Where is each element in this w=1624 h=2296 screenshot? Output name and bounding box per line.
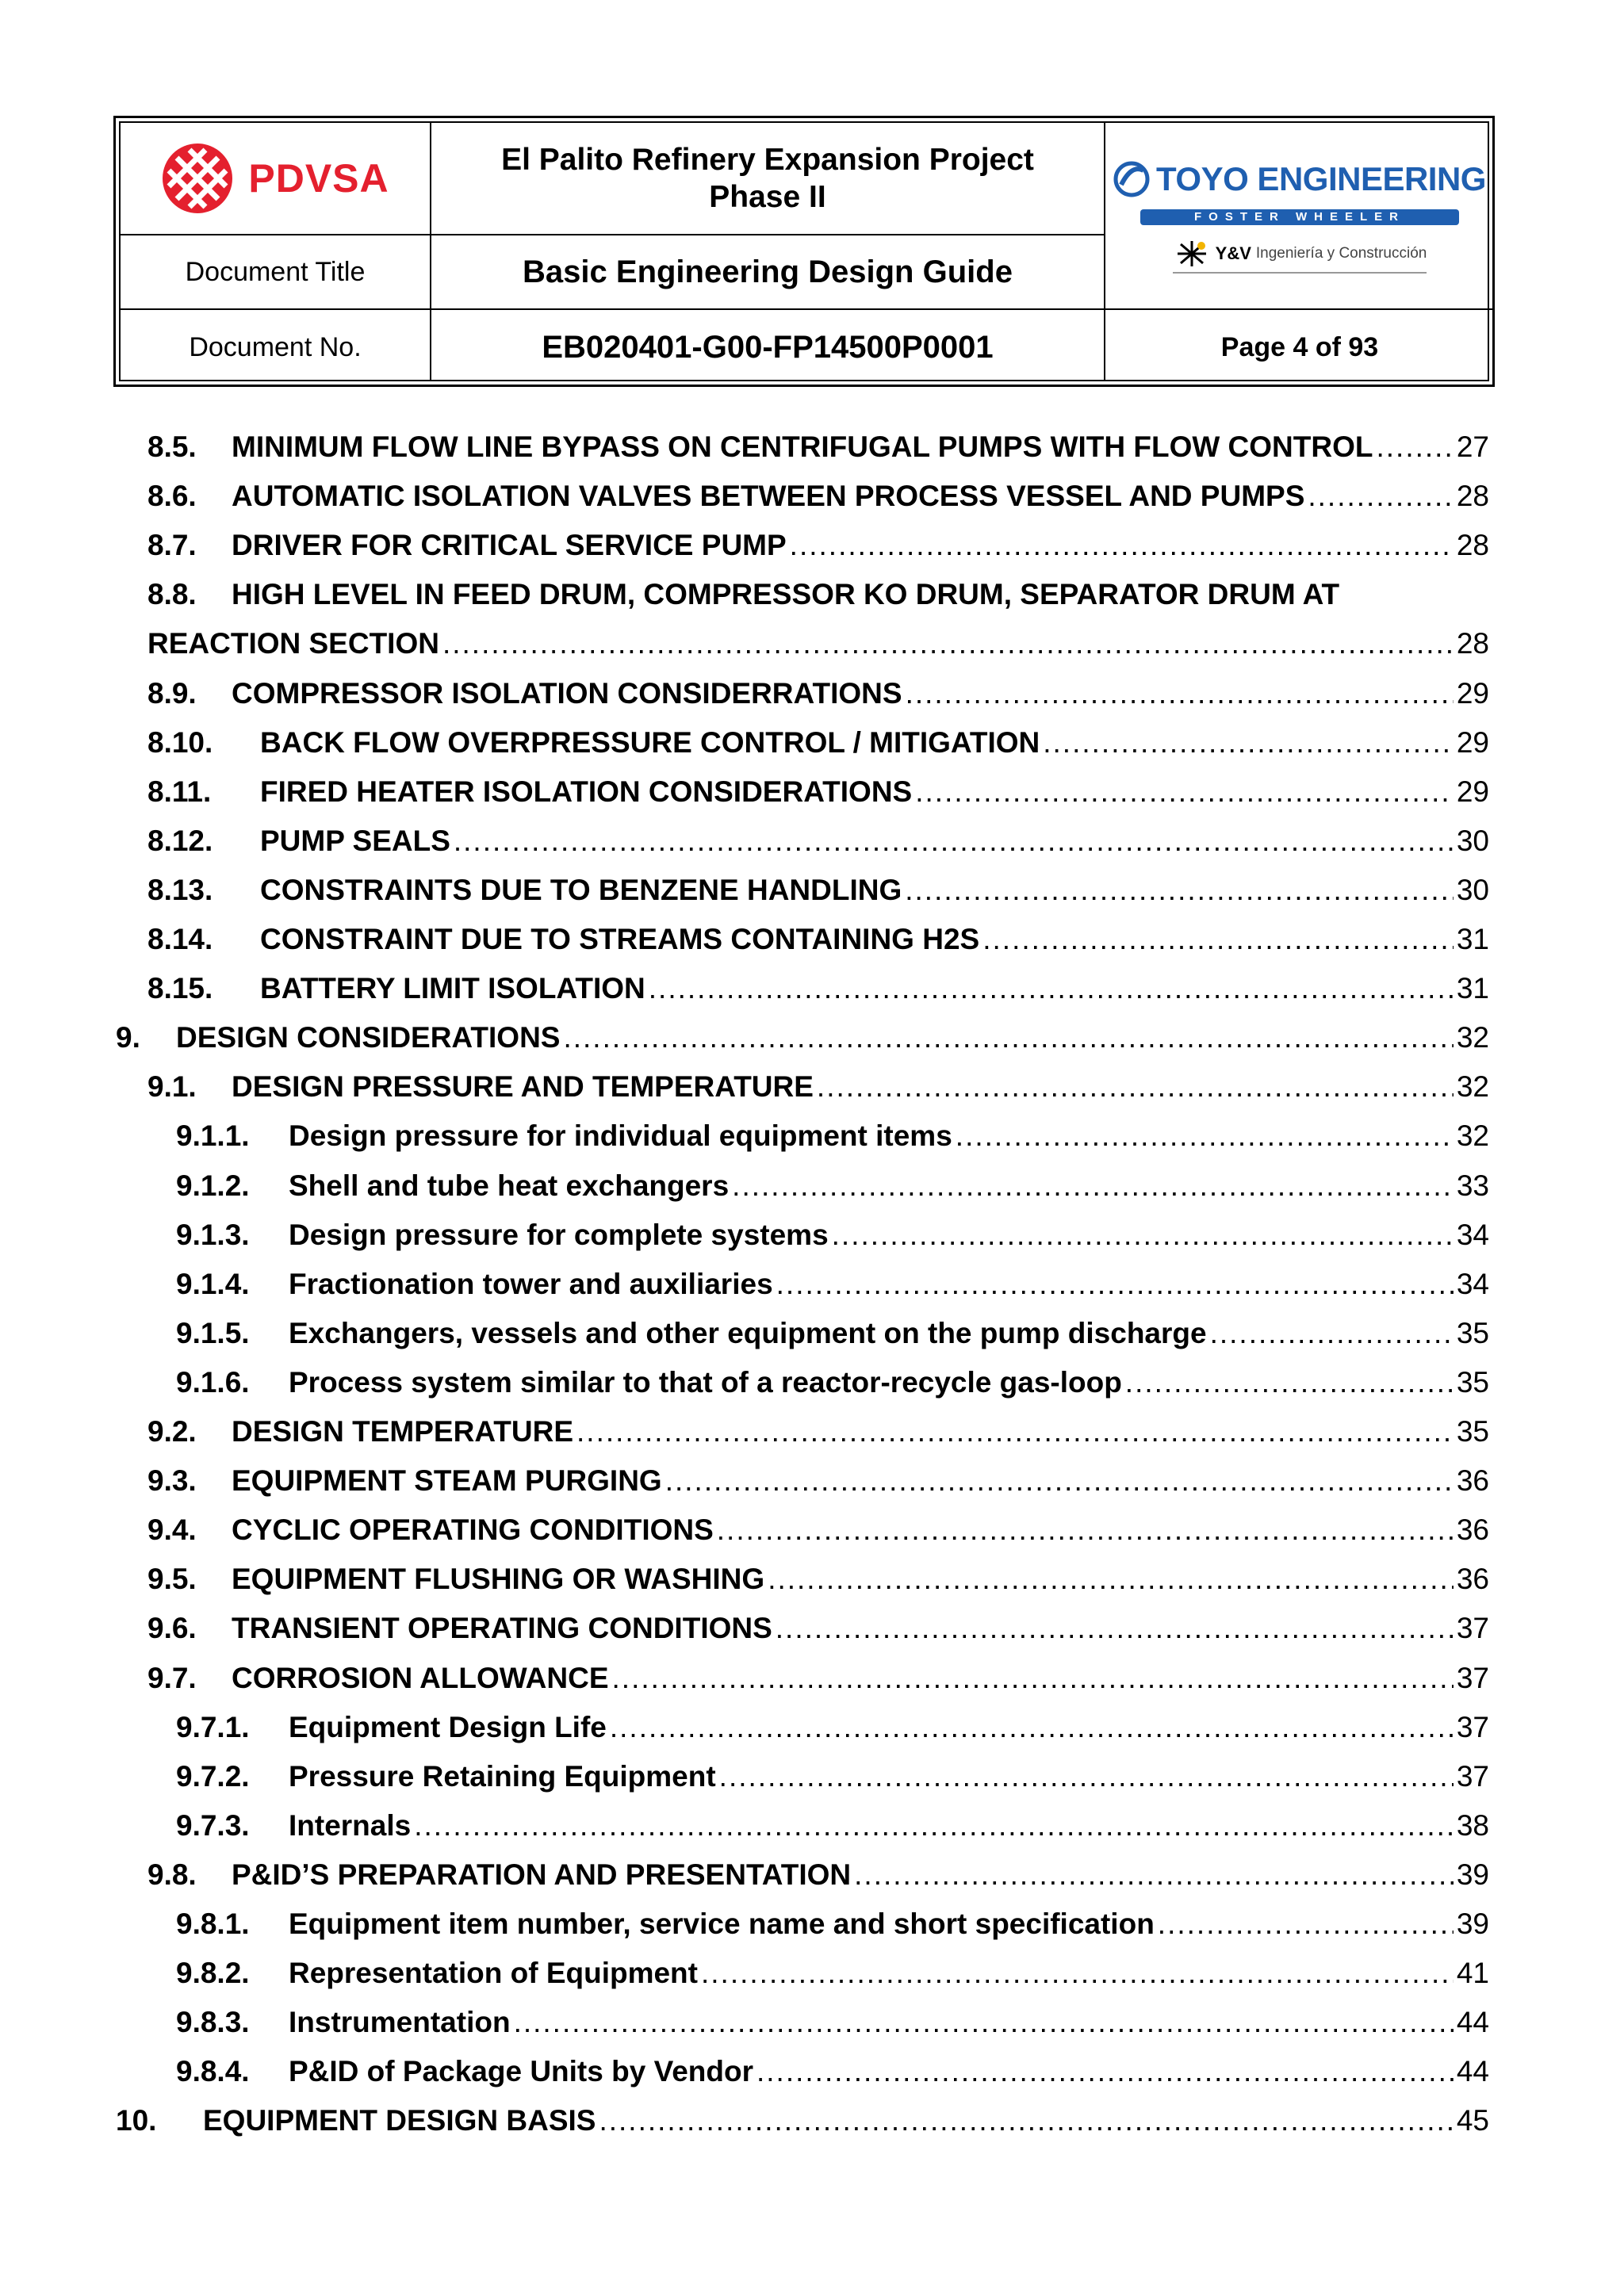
toc-number: 9.8.1. [176,1908,250,1940]
toc-title: Shell and tube heat exchangers [289,1169,730,1202]
toc-entry[interactable] [176,1904,1489,1943]
toc-title: P&ID’S PREPARATION AND PRESENTATION [232,1858,852,1891]
toc-entry[interactable] [176,1115,1489,1155]
toc-title: PUMP SEALS [260,824,450,857]
toc-title: CONSTRAINT DUE TO STREAMS CONTAINING H2S [260,923,980,955]
toc-title: CONSTRAINTS DUE TO BENZENE HANDLING [260,873,902,906]
toc-entry[interactable] [147,1559,1489,1598]
partner-logos [1105,123,1494,310]
toc-entry[interactable] [147,821,1489,860]
toc-leader-dots [1308,477,1453,515]
toc-leader-dots [776,1609,1454,1647]
toc-page-number: 39 [1456,1858,1489,1891]
toc-leader-dots [854,1856,1454,1894]
toc-title: DRIVER FOR CRITICAL SERVICE PUMP [232,529,787,562]
toc-page-number: 30 [1456,824,1489,857]
toc-leader-dots [454,822,1454,860]
toc-page-number: 44 [1456,2055,1489,2088]
toc-entry[interactable] [176,1264,1489,1303]
toc-page-number: 36 [1456,1464,1489,1498]
toc-page-number: 35 [1456,1415,1489,1448]
toc-leader-dots [442,625,1454,663]
toc-number: 8.13. [147,873,213,906]
doc-title: Basic Engineering Design Guide [523,254,1013,289]
toc-title: COMPRESSOR ISOLATION CONSIDERRATIONS [232,676,902,710]
toc-leader-dots [717,1511,1454,1549]
toc-leader-dots [612,1659,1454,1697]
toc-number: 9.1.2. [176,1169,250,1202]
toc-title: Equipment Design Life [289,1710,607,1743]
toc-number: 8.9. [147,676,197,710]
toc-leader-dots [649,970,1454,1008]
toc-page-number: 37 [1456,1661,1489,1694]
toc-title: Design pressure for complete systems [289,1218,829,1251]
toc-number: 9.1.5. [176,1316,250,1349]
toc-entry[interactable] [147,1510,1489,1549]
toc-page-number: 45 [1456,2104,1489,2137]
toc-entry[interactable] [147,1854,1489,1894]
doc-number: EB020401-G00-FP14500P0001 [542,329,994,365]
toc-title: BATTERY LIMIT ISOLATION [260,972,645,1005]
toc-page-number: 37 [1456,1759,1489,1793]
toyo-emblem-icon [1113,161,1150,197]
toc-number: 9.1.4. [176,1267,250,1300]
toc-entry[interactable] [116,1017,1489,1057]
toc-leader-dots [599,2102,1453,2140]
toc-page-number: 28 [1456,529,1489,562]
toc-number: 8.12. [147,824,213,857]
toc-entry[interactable] [147,525,1489,564]
toc-entry[interactable] [147,673,1489,713]
toc-page-number: 29 [1456,725,1489,759]
toc-number: 9.4. [147,1513,197,1547]
toc-title: HIGH LEVEL IN FEED DRUM, COMPRESSOR KO DRUM, SEPARATOR DRUM AT [232,578,1340,611]
toc-entry[interactable] [147,1411,1489,1451]
toc-page-number: 29 [1456,775,1489,808]
toc-entry[interactable] [147,1066,1489,1106]
toc-leader-dots [665,1462,1454,1500]
toc-entry[interactable] [147,919,1489,959]
toc-leader-dots [832,1216,1454,1254]
toc-title: Representation of Equipment [289,1957,698,1990]
toc-number: 9.1.1. [176,1119,250,1153]
toc-leader-dots [563,1019,1453,1057]
toc-entry[interactable] [147,968,1489,1008]
toc-entry[interactable] [176,1362,1489,1402]
toc-leader-dots [1376,428,1453,466]
toc-title: EQUIPMENT FLUSHING OR WASHING [232,1563,765,1596]
toc-number: 8.11. [147,775,212,808]
toc-title: TRANSIENT OPERATING CONDITIONS [232,1612,772,1645]
toc-page-number: 31 [1456,972,1489,1005]
toc-entry[interactable] [176,1707,1489,1747]
toc-number: 8.8. [147,578,197,611]
toc-number: 9.8.2. [176,1957,250,1990]
toc-page-number: 35 [1456,1316,1489,1349]
toc-number: 9.2. [147,1415,197,1448]
toc-page-number: 28 [1456,480,1489,513]
toc-number: 9.5. [147,1563,197,1596]
doc-title-label: Document Title [185,256,366,287]
toc-entry[interactable] [176,1215,1489,1254]
header-grid [119,121,1489,381]
toc-number: 8.10. [147,725,213,759]
toc-page-number: 35 [1456,1365,1489,1399]
toc-title: REACTION SECTION [147,627,439,660]
page-indicator: Page 4 of 93 [1220,331,1379,362]
toc-title: Fractionation tower and auxiliaries [289,1267,773,1300]
toc-page-number: 30 [1456,873,1489,906]
toc-number: 9.1.3. [176,1218,250,1251]
toc-entry[interactable] [176,1756,1489,1796]
project-title-line1: El Palito Refinery Expansion Project [501,143,1034,177]
toc-leader-dots [719,1758,1454,1796]
toc-entry[interactable] [116,2100,1489,2140]
pdvsa-emblem-icon [161,142,234,215]
toc-leader-dots [732,1167,1454,1205]
yv-wordmark: Y&V [1215,243,1251,263]
toc-number: 9.1.6. [176,1365,250,1399]
toc-leader-dots [1210,1314,1454,1353]
toc-entry[interactable] [147,476,1489,515]
toc-leader-dots [756,2053,1454,2091]
toc-page-number: 39 [1456,1908,1489,1940]
project-title-line2: Phase II [709,180,826,214]
toc-title: CORROSION ALLOWANCE [232,1661,609,1694]
toc-title: Exchangers, vessels and other equipment on the pump discharge [289,1316,1207,1349]
project-title [431,123,1104,234]
toc-page-number: 33 [1456,1169,1489,1202]
toc-leader-dots [906,675,1454,713]
toc-page-number: 37 [1456,1612,1489,1645]
toc-page-number: 32 [1456,1119,1489,1153]
toc-entry[interactable] [176,2002,1489,2042]
toc-title: Pressure Retaining Equipment [289,1759,716,1793]
toc-entry[interactable] [147,1658,1489,1697]
toc-entry[interactable] [147,623,1489,663]
toc-leader-dots [817,1068,1454,1106]
toc-title: EQUIPMENT STEAM PURGING [232,1464,662,1498]
toc-number: 9.8.4. [176,2055,250,2088]
toc-leader-dots [776,1265,1454,1303]
toc-page-number: 37 [1456,1710,1489,1743]
toc-leader-dots [905,871,1454,909]
toyo-wordmark: TOYO ENGINEERING [1156,159,1486,197]
toc-title: Process system similar to that of a reactor-recycle gas-loop [289,1365,1122,1399]
toc-leader-dots [414,1807,1454,1845]
toc-title: FIRED HEATER ISOLATION CONSIDERATIONS [260,775,913,808]
toc-title: P&ID of Package Units by Vendor [289,2055,753,2088]
yv-subtitle: Ingeniería y Construcción [1255,244,1427,262]
document-header [113,116,1495,387]
toc-entry[interactable] [147,574,1489,614]
toc-entry[interactable] [176,1953,1489,1992]
toc-leader-dots [915,773,1454,811]
toc-entry[interactable] [147,870,1489,909]
toc-leader-dots [1043,724,1454,762]
toc-entry[interactable] [147,1608,1489,1647]
toc-number: 9.7.1. [176,1710,250,1743]
toc-page-number: 32 [1456,1021,1489,1054]
toc-number: 9.7.2. [176,1759,250,1793]
toc-title: Instrumentation [289,2006,511,2039]
toc-page-number: 28 [1456,627,1489,660]
toc-number: 8.6. [147,480,197,513]
toc-title: Design pressure for individual equipment items [289,1119,952,1153]
toc-number: 9. [116,1021,140,1054]
toc-number: 9.6. [147,1612,197,1645]
toc-leader-dots [701,1954,1454,1992]
toc-title: DESIGN TEMPERATURE [232,1415,574,1448]
toc-number: 9.7.3. [176,1808,250,1842]
toc-page-number: 36 [1456,1563,1489,1596]
toc-title: DESIGN CONSIDERATIONS [176,1021,561,1054]
toc-number: 9.3. [147,1464,197,1498]
toc-page-number: 34 [1456,1267,1489,1300]
toc-title: BACK FLOW OVERPRESSURE CONTROL / MITIGATION [260,725,1040,759]
toc-page-number: 32 [1456,1070,1489,1104]
toc-leader-dots [610,1709,1454,1747]
toc-title: Internals [289,1808,412,1842]
toc-leader-dots [956,1117,1454,1155]
toc-entry[interactable] [147,1460,1489,1500]
yv-logo [1173,238,1427,274]
toc-number: 8.15. [147,972,213,1005]
toc-entry[interactable] [176,2051,1489,2091]
pdvsa-logo [121,123,430,234]
toc-leader-dots [1125,1364,1454,1402]
toc-title: EQUIPMENT DESIGN BASIS [203,2104,596,2137]
toc-page-number: 38 [1456,1808,1489,1842]
toc-number: 9.1. [147,1070,197,1104]
toc-number: 9.7. [147,1661,197,1694]
toc-entry[interactable] [147,722,1489,762]
toc-title: DESIGN PRESSURE AND TEMPERATURE [232,1070,814,1104]
toc-entry[interactable] [147,771,1489,811]
toc-page-number: 36 [1456,1513,1489,1547]
toc-leader-dots [790,526,1454,564]
toc-leader-dots [768,1560,1454,1598]
toc-number: 9.8.3. [176,2006,250,2039]
toc-entry[interactable] [147,427,1489,466]
toc-title: MINIMUM FLOW LINE BYPASS ON CENTRIFUGAL PUMPS WITH FLOW CONTROL [232,430,1373,463]
toc-leader-dots [1158,1905,1454,1943]
toc-number: 8.7. [147,529,197,562]
toc-leader-dots [514,2003,1454,2042]
toc-page-number: 29 [1456,676,1489,710]
foster-wheeler-logo: FOSTER WHEELER [1140,209,1459,225]
doc-no-label: Document No. [189,331,362,362]
toc-page-number: 31 [1456,923,1489,955]
toc-title: CYCLIC OPERATING CONDITIONS [232,1513,714,1547]
toc-leader-dots [576,1413,1454,1451]
toc-page-number: 41 [1456,1957,1489,1990]
toc-page-number: 34 [1456,1218,1489,1251]
toc-entry[interactable] [176,1313,1489,1353]
toc-entry[interactable] [176,1165,1489,1205]
toc-leader-dots [982,920,1454,959]
toc-page-number: 27 [1456,430,1489,463]
toc-entry[interactable] [176,1805,1489,1845]
toc-title: AUTOMATIC ISOLATION VALVES BETWEEN PROCESS VESSEL AND PUMPS [232,480,1305,513]
toc-title: Equipment item number, service name and short specification [289,1908,1155,1940]
toyo-logo [1113,160,1486,198]
toc-page-number: 44 [1456,2006,1489,2039]
toc-number: 10. [116,2104,157,2137]
pdvsa-wordmark: PDVSA [248,156,389,201]
toc-number: 8.14. [147,923,213,955]
toc-number: 8.5. [147,430,197,463]
toc-number: 9.8. [147,1858,197,1891]
yv-star-icon [1173,238,1211,270]
